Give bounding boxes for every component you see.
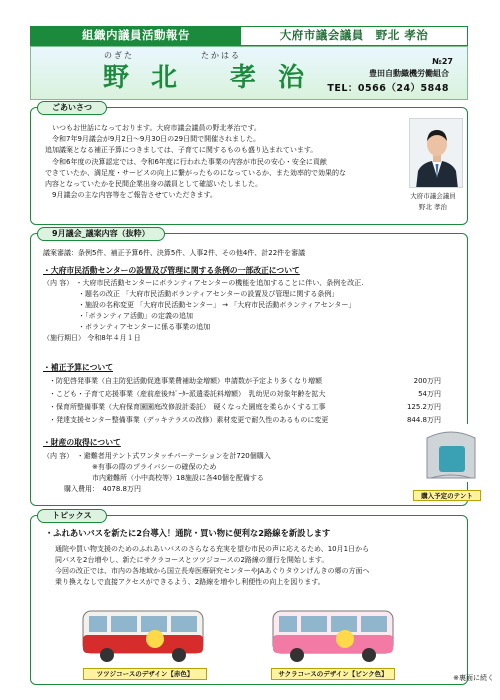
ordinance-line: ・「ボランティア活動」の定義の追加 <box>43 312 193 320</box>
telephone: TEL：0566（24）5848 <box>327 83 449 94</box>
property-line: 市内避難所（小中高校等）18施設に各40個を配備する <box>43 474 264 482</box>
photo-caption-title: 大府市議会議員 <box>410 192 456 200</box>
greeting-text <box>45 123 385 201</box>
ordinance-line: ・題名の改正 「大府市民活動ボランティアセンターの設置及び管理に関する条例」 <box>43 290 339 298</box>
topics-section <box>30 510 468 685</box>
property-line: 購入費用： 4078.8万円 <box>43 485 141 493</box>
bus-caption-pink: サクラコースのデザイン【ピンク色】 <box>271 668 395 680</box>
photo-caption-name: 野北 孝治 <box>418 203 448 211</box>
assembly-section <box>30 228 473 506</box>
member-name: 野北 孝治 <box>103 63 327 93</box>
greeting-line: 追加議案となる補正予算につきましては、子育てに関するものも盛り込まれています。 <box>45 146 318 155</box>
ordinance-line: （施行期日） 令和8年４月１日 <box>43 334 141 342</box>
furigana-given: たかはる <box>201 51 241 60</box>
ordinance-line: （内 容） ・大府市民活動センターにボランティアセンターの機能を追加することに伴い、条例を改正. <box>43 279 364 287</box>
bus-image-red <box>79 605 207 665</box>
budget-item: ・こども・子育て応援事業（産前産後ｻﾎﾟｰﾀｰ派遣委託料増額） 乳幼児の対象年齢を拡大 <box>49 390 326 398</box>
topic-line: 乗り換えなしで直接アクセスができるよう、2路線を増やし利便性の向上を図ります。 <box>55 578 325 586</box>
topic-text <box>55 544 463 588</box>
ordinance-line: ・ボランティアセンターに係る事業の追加 <box>43 323 211 331</box>
header-bar <box>30 26 468 46</box>
greeting-section <box>30 102 468 225</box>
issue-number: №27 <box>432 57 453 66</box>
assembly-tab: 9月議会_議案内容（抜粋） <box>37 227 165 241</box>
greeting-line: できていたか、満足度・サービスの向上に繋がったものになっているか、また効率的で効果的な <box>45 168 346 177</box>
ordinance-details <box>43 278 363 344</box>
topic-line: 同バスを2台増やし、新たにサクラコースとツツジコースの2路線の運行を開始します。 <box>55 556 329 564</box>
union-name: 豊田自動織機労働組合 <box>369 69 449 78</box>
bus-image-pink <box>269 605 397 665</box>
ordinance-heading: ・大府市民活動センターの設置及び管理に関する条例の一部改正について <box>43 266 300 275</box>
furigana-family: のぎた <box>104 51 134 60</box>
property-heading: ・財産の取得について <box>43 438 121 447</box>
topic-line: 今回の改正では、市内の各地域から国立長寿医療研究センターやJAあぐりタウンげんきの郷の方面へ <box>55 567 370 575</box>
greeting-line: 内容となっていたかを民間企業出身の議員として確認いたしました。 <box>45 180 262 189</box>
greeting-line: いつもお世話になっております。大府市議会議員の野北孝治です。 <box>45 124 261 132</box>
portrait-photo <box>409 118 463 188</box>
name-panel <box>30 46 468 100</box>
bus-caption-red: ツツジコースのデザイン【赤色】 <box>83 668 207 680</box>
ordinance-line: ・施設の名称変更 「大府市民活動センター」 → 「大府市民活動ボランティアセンター」 <box>43 301 356 309</box>
property-details <box>43 451 271 495</box>
greeting-line: 令和6年度の決算認定では、令和6年度に行われた事業の内容が市民の安心・安全に貢献 <box>45 157 327 166</box>
tent-caption: 購入予定のテント <box>413 490 481 501</box>
budget-amount: 125.2万円 <box>406 403 441 411</box>
budget-item: ・発達支援センター整備事業（デッキテラスの改修）素材変更で耐久性のあるものに変更 <box>49 416 329 424</box>
continued-note: ※裏面に続く <box>453 674 494 682</box>
budget-heading: ・補正予算について <box>43 363 114 372</box>
bill-summary: 議案審議：条例5件、補正予算6件、決算5件、人事2件、その他4件、計22件を審議 <box>43 249 306 257</box>
member-title: 大府市議会議員 野北 孝治 <box>241 27 467 45</box>
property-line: （内 容） ・避難者用テント式ワンタッチパーテーションを計720個購入 <box>43 452 271 460</box>
greeting-tab: ごあいさつ <box>37 101 107 115</box>
topics-tab: トピックス <box>37 509 107 523</box>
tent-image <box>419 424 483 482</box>
topic-line: 通院や買い物支援のためのふれあいバスのさらなる充実を望む市民の声に応えるため、10月1日から <box>55 545 370 553</box>
budget-amount: 200万円 <box>413 377 441 385</box>
greeting-line: 令和7年9月議会が9月2日～9月30日の29日間で開催されました。 <box>45 135 261 144</box>
property-line: ※有事の際のプライバシーの確保のため <box>43 463 217 471</box>
budget-item: ・保育所整備事業（大府保育園園庭改修設計委託） 硬くなった園庭を柔らかくする工事 <box>49 403 326 411</box>
greeting-line: 9月議会の主な内容等をご報告させていただきます。 <box>45 191 217 200</box>
budget-item: ・防犯啓発事業（自主防犯活動促進事業費補助金増額）申請数が予定より多くなり増額 <box>49 377 322 385</box>
report-title: 組織内議員活動報告 <box>31 27 241 45</box>
topic-heading: ・ふれあいバスを新たに2台導入！通院・買い物に便利な2路線を新設します <box>45 528 331 538</box>
budget-amount: 844.8万円 <box>406 416 441 424</box>
budget-amount: 54万円 <box>418 390 441 398</box>
